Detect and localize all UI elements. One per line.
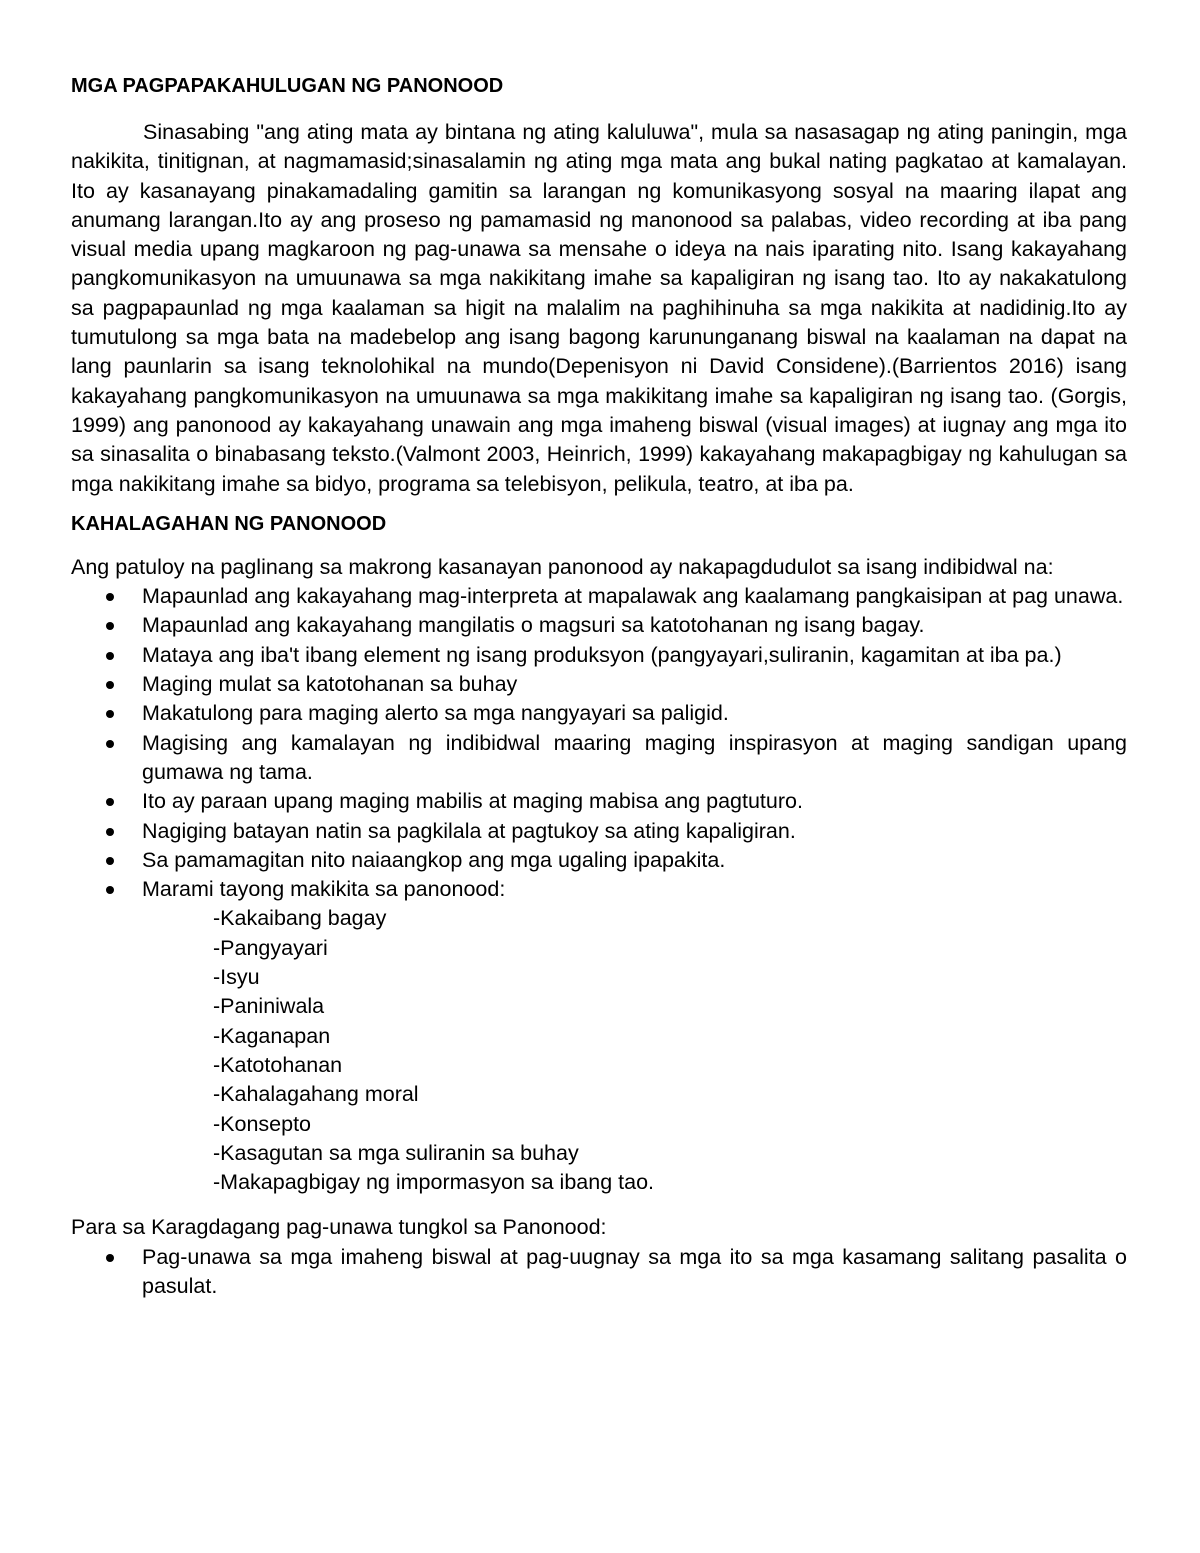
sub-list-item: -Pangyayari [213, 935, 328, 960]
bullet-icon [106, 593, 114, 601]
list-item-text: Ito ay paraan upang maging mabilis at maging mabisa ang pagtuturo. [142, 789, 803, 814]
importance-list [71, 582, 1127, 1197]
sub-list-item: -Katotohanan [213, 1052, 343, 1077]
list-item [71, 875, 1127, 1197]
sub-list-item: -Kahalagahang moral [213, 1082, 419, 1107]
list-item-text: Magising ang kamalayan ng indibidwal maaring maging inspirasyon at maging sandigan upang gumawa ng tama. [142, 730, 1127, 784]
sub-list-item: -Isyu [213, 965, 260, 990]
additional-paragraph: Para sa Karagdagang pag-unawa tungkol sa Panonood: [71, 1215, 607, 1240]
sub-list-item: -Konsepto [213, 1111, 312, 1136]
list-item-text: Pag-unawa sa mga imaheng biswal at pag-uugnay sa mga ito sa mga kasamang salitang pasalita o pasulat. [142, 1244, 1127, 1298]
bullet-icon [106, 740, 114, 748]
heading-kahalagahan: KAHALAGAHAN NG PANONOOD [71, 512, 387, 535]
list-item [71, 1243, 1127, 1302]
list-item [71, 611, 1127, 640]
list-item-text: Mapaunlad ang kakayahang mag-interpreta at mapalawak ang kaalamang pangkaisipan at pag unawa. [142, 584, 1124, 609]
list-item-text: Maging mulat sa katotohanan sa buhay [142, 672, 518, 697]
sub-list-item: -Kakaibang bagay [213, 906, 387, 931]
document-page [71, 70, 1127, 1301]
list-item [71, 641, 1127, 670]
bullet-icon [106, 1254, 114, 1262]
bullet-icon [106, 710, 114, 718]
list-item-text: Makatulong para maging alerto sa mga nangyayari sa paligid. [142, 701, 729, 726]
list-item [71, 729, 1127, 788]
heading-mga-pagpapakahulugan: MGA PAGPAPAKAHULUGAN NG PANONOOD [71, 75, 504, 97]
list-item [71, 846, 1127, 875]
bullet-icon [106, 798, 114, 806]
makikita-sublist [142, 904, 1127, 1197]
list-item [71, 699, 1127, 728]
list-item-text: Marami tayong makikita sa panonood: [142, 877, 506, 902]
bullet-icon [106, 681, 114, 689]
list-item-text: Nagiging batayan natin sa pagkilala at pagtukoy sa ating kapaligiran. [142, 818, 796, 843]
list-item [71, 582, 1127, 611]
sub-list-item: -Kaganapan [213, 1023, 331, 1048]
sub-list-item: -Makapagbigay ng impormasyon sa ibang tao. [213, 1170, 655, 1195]
definition-paragraph: Sinasabing "ang ating mata ay bintana ng ating kaluluwa", mula sa nasasagap ng ating paningin, mga nakikita, tinitignan, at nagmamasid;sinasalamin ng ating mga mata ang bukal nating pagkatao at kamalayan. Ito ay kasanayang pinakamadaling gamitin sa larangan ng komunikasyong sosyal na maaring ilapat ang anumang larangan.Ito ay ang proseso ng pamamasid ng manonood sa palabas, video recording at iba pang visual media upang magkaroon ng pag-unawa sa mensahe o ideya na nais iparating nito. Isang kakayahang pangkomunikasyon na umuunawa sa mga nakikitang imahe sa kapaligiran ng isang tao. Ito ay nakakatulong sa pagpapaunlad ng mga kaalaman sa higit na malalim na paghihinuha sa mga nakikita at nadidinig.Ito ay tumutulong sa mga bata na madebelop ang isang bagong karununganang biswal na kaalaman na dapat na lang paunlarin sa isang teknolohikal na mundo(Depenisyon ni David Considene).(Barrientos 2016) isang kakayahang pangkomunikasyon na umuunawa sa mga makikitang imahe sa kapaligiran ng isang tao. (Gorgis, 1999) ang panonood ay kakayahang unawain ang mga imaheng biswal (visual images) at iugnay ang mga ito sa sinasalita o binabasang teksto.(Valmont 2003, Heinrich, 1999) kakayahang makapagbigay ng kahulugan sa mga nakikitang imahe sa bidyo, programa sa telebisyon, pelikula, teatro, at iba pa. [71, 120, 1127, 496]
list-item [71, 787, 1127, 816]
bullet-icon [106, 857, 114, 865]
bullet-icon [106, 652, 114, 660]
bullet-icon [106, 622, 114, 630]
additional-list [71, 1243, 1127, 1302]
sub-list-item: -Paniniwala [213, 994, 325, 1019]
list-item [71, 670, 1127, 699]
list-item [71, 817, 1127, 846]
list-item-text: Mataya ang iba't ibang element ng isang produksyon (pangyayari,suliranin, kagamitan at iba pa.) [142, 642, 1062, 667]
intro-paragraph: Ang patuloy na paglinang sa makrong kasanayan panonood ay nakapagdudulot sa isang indibidwal na: [71, 554, 1054, 579]
bullet-icon [106, 886, 114, 894]
list-item-text: Sa pamamagitan nito naiaangkop ang mga ugaling ipapakita. [142, 847, 726, 872]
list-item-text: Mapaunlad ang kakayahang mangilatis o magsuri sa katotohanan ng isang bagay. [142, 613, 925, 638]
sub-list-item: -Kasagutan sa mga suliranin sa buhay [213, 1140, 579, 1165]
bullet-icon [106, 828, 114, 836]
